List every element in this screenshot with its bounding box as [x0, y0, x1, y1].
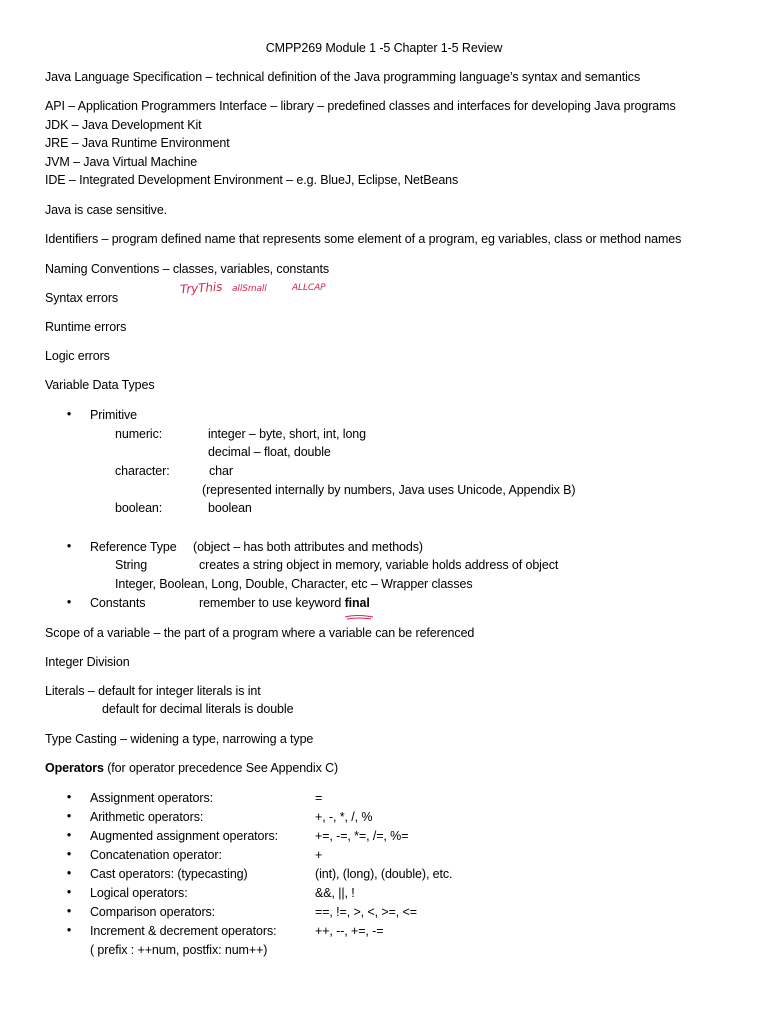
operator-name: Increment & decrement operators:	[90, 924, 277, 938]
logic-errors: Logic errors	[45, 349, 110, 363]
bullet-icon: •	[66, 885, 72, 899]
identifiers-def: Identifiers – program defined name that represents some element of a program, eg variables, class or method names	[45, 232, 682, 246]
page-title: CMPP269 Module 1 -5 Chapter 1-5 Review	[265, 41, 503, 55]
constants-text-body: remember to use keyword	[199, 596, 342, 610]
literals-line-2: default for decimal literals is double	[102, 702, 294, 716]
type-value: integer – byte, short, int, long	[208, 427, 367, 441]
operator-name: Concatenation operator:	[90, 848, 222, 862]
type-key: numeric:	[115, 427, 163, 441]
final-keyword: final	[344, 596, 370, 610]
operator-symbols: +	[315, 848, 323, 862]
operators-heading-note: (for operator precedence See Appendix C)	[107, 761, 339, 775]
integer-division: Integer Division	[45, 655, 130, 669]
syntax-errors: Syntax errors	[45, 291, 119, 305]
bullet-icon: •	[66, 866, 72, 880]
bullet-icon: •	[66, 790, 72, 804]
primitive-label: Primitive	[90, 408, 138, 422]
reference-note: (object – has both attributes and methods)	[193, 540, 423, 554]
operator-symbols: &&, ||, !	[315, 886, 355, 900]
bullet-icon: •	[66, 407, 72, 421]
type-casting: Type Casting – widening a type, narrowing a type	[45, 732, 314, 746]
def-ide: IDE – Integrated Development Environment – e.g. BlueJ, Eclipse, NetBeans	[45, 173, 459, 187]
bullet-icon: •	[66, 809, 72, 823]
naming-conventions: Naming Conventions – classes, variables, constants	[45, 262, 330, 276]
type-value: boolean	[208, 501, 252, 515]
type-value: char	[209, 464, 233, 478]
type-value: decimal – float, double	[208, 445, 331, 459]
bullet-icon: •	[66, 595, 72, 609]
bullet-icon: •	[66, 923, 72, 937]
case-sensitive-note: Java is case sensitive.	[45, 203, 168, 217]
reference-label: Reference Type	[90, 540, 177, 554]
operator-symbols: ==, !=, >, <, >=, <=	[315, 905, 417, 919]
def-jre: JRE – Java Runtime Environment	[45, 136, 230, 150]
wrapper-classes: Integer, Boolean, Long, Double, Character, etc – Wrapper classes	[115, 577, 473, 591]
string-key: String	[115, 558, 148, 572]
string-value: creates a string object in memory, variable holds address of object	[199, 558, 559, 572]
operator-name: Augmented assignment operators:	[90, 829, 278, 843]
constants-label: Constants	[90, 596, 146, 610]
operator-name: Arithmetic operators:	[90, 810, 204, 824]
scope-def: Scope of a variable – the part of a program where a variable can be referenced	[45, 626, 475, 640]
operator-name: Assignment operators:	[90, 791, 213, 805]
type-key: character:	[115, 464, 170, 478]
def-jls: Java Language Specification – technical definition of the Java programming language’s syntax and semantics	[45, 70, 641, 84]
bullet-icon: •	[66, 828, 72, 842]
operator-symbols: ++, --, +=, -=	[315, 924, 384, 938]
operator-name: Cast operators: (typecasting)	[90, 867, 248, 881]
variable-data-types: Variable Data Types	[45, 378, 155, 392]
prefix-postfix-note: ( prefix : ++num, postfix: num++)	[90, 943, 268, 957]
constants-text	[199, 596, 370, 611]
operator-name: Logical operators:	[90, 886, 188, 900]
operator-symbols: +, -, *, /, %	[315, 810, 373, 824]
type-value: (represented internally by numbers, Java uses Unicode, Appendix B)	[202, 483, 576, 497]
bullet-icon: •	[66, 904, 72, 918]
literals-line-1: Literals – default for integer literals is int	[45, 684, 261, 698]
type-key: boolean:	[115, 501, 163, 515]
bullet-icon: •	[66, 847, 72, 861]
bullet-icon: •	[66, 539, 72, 553]
operator-symbols: +=, -=, *=, /=, %=	[315, 829, 409, 843]
def-jvm: JVM – Java Virtual Machine	[45, 155, 198, 169]
operator-name: Comparison operators:	[90, 905, 216, 919]
handwritten-note: ALLCAP	[292, 283, 326, 293]
handwritten-note: allSmall	[232, 284, 267, 294]
operators-heading-label: Operators	[45, 761, 104, 775]
runtime-errors: Runtime errors	[45, 320, 127, 334]
handwritten-note: TryThis	[179, 279, 223, 297]
operators-heading	[45, 761, 338, 776]
operator-symbols: =	[315, 791, 323, 805]
handwritten-underline	[343, 613, 375, 621]
def-jdk: JDK – Java Development Kit	[45, 118, 202, 132]
def-api: API – Application Programmers Interface – library – predefined classes and interfaces for developing Java programs	[45, 99, 676, 113]
operator-symbols: (int), (long), (double), etc.	[315, 867, 453, 881]
